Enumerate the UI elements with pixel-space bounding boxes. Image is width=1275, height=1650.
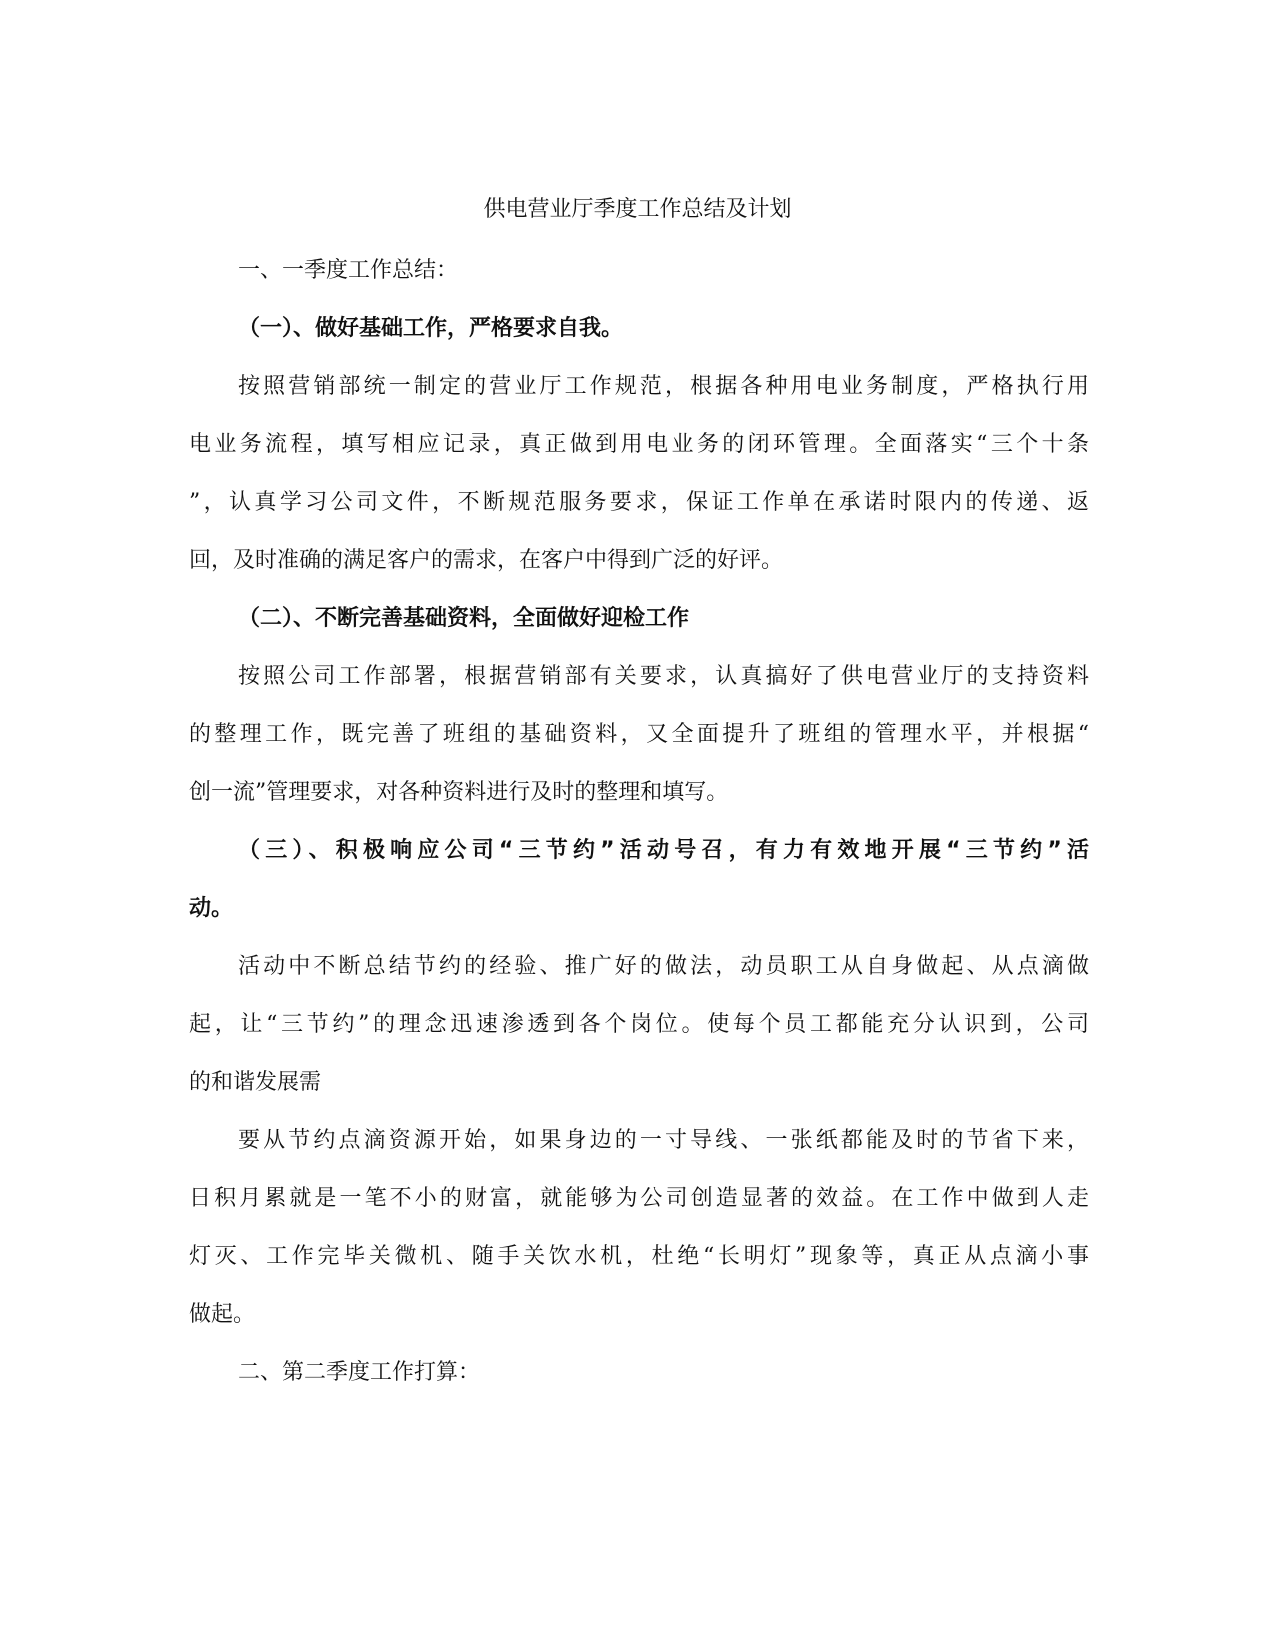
paragraph-line: 创一流”管理要求，对各种资料进行及时的整理和填写。 xyxy=(189,780,729,805)
paragraph-line: 做起。 xyxy=(189,1302,256,1327)
paragraph-line: 灯灭、工作完毕关微机、随手关饮水机，杜绝“长明灯”现象等，真正从点滴小事 xyxy=(189,1244,1089,1269)
paragraph-line: 要从节约点滴资源开始，如果身边的一寸导线、一张纸都能及时的节省下来， xyxy=(238,1128,1089,1153)
paragraph-line: 按照营销部统一制定的营业厅工作规范，根据各种用电业务制度，严格执行用 xyxy=(238,374,1089,399)
paragraph-line: 的整理工作，既完善了班组的基础资料，又全面提升了班组的管理水平，并根据“ xyxy=(189,722,1089,747)
subsection-2-heading: （二）、不断完善基础资料，全面做好迎检工作 xyxy=(238,606,690,631)
subsection-1-heading: （一）、做好基础工作，严格要求自我。 xyxy=(238,316,624,341)
paragraph-line: 活动中不断总结节约的经验、推广好的做法，动员职工从自身做起、从点滴做 xyxy=(238,954,1089,979)
subsection-3-heading: （三）、积极响应公司“三节约”活动号召，有力有效地开展“三节约”活 xyxy=(238,838,1089,863)
document-title: 供电营业厅季度工作总结及计划 xyxy=(483,197,792,222)
paragraph-line: 的和谐发展需 xyxy=(189,1070,322,1095)
subsection-3-heading-continued: 动。 xyxy=(189,896,234,921)
section-1-heading: 一、一季度工作总结： xyxy=(238,258,459,283)
paragraph-line: ”，认真学习公司文件，不断规范服务要求，保证工作单在承诺时限内的传递、返 xyxy=(189,490,1089,515)
paragraph-line: 电业务流程，填写相应记录，真正做到用电业务的闭环管理。全面落实“三个十条 xyxy=(189,432,1089,457)
paragraph-line: 日积月累就是一笔不小的财富，就能够为公司创造显著的效益。在工作中做到人走 xyxy=(189,1186,1089,1211)
paragraph-line: 起，让“三节约”的理念迅速渗透到各个岗位。使每个员工都能充分认识到，公司 xyxy=(189,1012,1089,1037)
paragraph-line: 按照公司工作部署，根据营销部有关要求，认真搞好了供电营业厅的支持资料 xyxy=(238,664,1089,689)
document-body xyxy=(189,242,1089,1402)
section-2-heading: 二、第二季度工作打算： xyxy=(238,1360,481,1385)
paragraph-line: 回，及时准确的满足客户的需求，在客户中得到广泛的好评。 xyxy=(189,548,784,573)
